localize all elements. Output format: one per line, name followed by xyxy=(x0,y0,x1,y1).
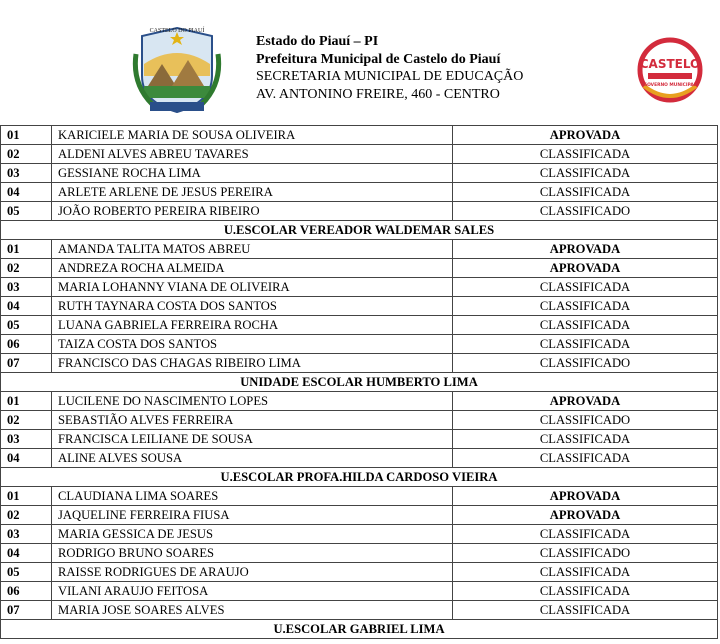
table-row xyxy=(1,145,718,164)
table-row xyxy=(1,354,718,373)
row-number: 05 xyxy=(1,202,52,221)
candidate-status: CLASSIFICADA xyxy=(453,316,718,335)
candidate-name: RUTH TAYNARA COSTA DOS SANTOS xyxy=(52,297,453,316)
section-header-row xyxy=(1,373,718,392)
candidate-status: APROVADA xyxy=(453,506,718,525)
table-row xyxy=(1,506,718,525)
table-row xyxy=(1,563,718,582)
candidate-name: ANDREZA ROCHA ALMEIDA xyxy=(52,259,453,278)
row-number: 02 xyxy=(1,259,52,278)
candidate-status: CLASSIFICADO xyxy=(453,544,718,563)
table-row xyxy=(1,430,718,449)
table-row xyxy=(1,582,718,601)
row-number: 04 xyxy=(1,183,52,202)
svg-text:GOVERNO MUNICIPAL: GOVERNO MUNICIPAL xyxy=(643,83,697,88)
candidate-status: CLASSIFICADA xyxy=(453,563,718,582)
table-row xyxy=(1,183,718,202)
candidate-status: CLASSIFICADA xyxy=(453,183,718,202)
table-row xyxy=(1,202,718,221)
row-number: 03 xyxy=(1,525,52,544)
candidate-status: CLASSIFICADA xyxy=(453,525,718,544)
row-number: 05 xyxy=(1,563,52,582)
table-row xyxy=(1,316,718,335)
section-header-row xyxy=(1,221,718,240)
document-header xyxy=(0,0,720,124)
candidate-name: SEBASTIÃO ALVES FERREIRA xyxy=(52,411,453,430)
school-section-title: U.ESCOLAR PROFA.HILDA CARDOSO VIEIRA xyxy=(1,468,718,487)
row-number: 02 xyxy=(1,506,52,525)
candidate-name: MARIA LOHANNY VIANA DE OLIVEIRA xyxy=(52,278,453,297)
school-section-title: U.ESCOLAR GABRIEL LIMA xyxy=(1,620,718,639)
candidate-status: CLASSIFICADO xyxy=(453,354,718,373)
row-number: 01 xyxy=(1,487,52,506)
candidate-name: KARICIELE MARIA DE SOUSA OLIVEIRA xyxy=(52,126,453,145)
svg-text:CASTELO DO PIAUÍ: CASTELO DO PIAUÍ xyxy=(149,28,205,34)
candidate-status: APROVADA xyxy=(453,126,718,145)
candidate-name: JAQUELINE FERREIRA FIUSA xyxy=(52,506,453,525)
row-number: 03 xyxy=(1,278,52,297)
candidate-status: CLASSIFICADA xyxy=(453,335,718,354)
row-number: 04 xyxy=(1,544,52,563)
table-row xyxy=(1,449,718,468)
row-number: 06 xyxy=(1,582,52,601)
row-number: 04 xyxy=(1,297,52,316)
candidate-status: APROVADA xyxy=(453,240,718,259)
candidate-name: CLAUDIANA LIMA SOARES xyxy=(52,487,453,506)
candidate-name: RAISSE RODRIGUES DE ARAUJO xyxy=(52,563,453,582)
table-row xyxy=(1,297,718,316)
candidate-name: AMANDA TALITA MATOS ABREU xyxy=(52,240,453,259)
table-row xyxy=(1,240,718,259)
candidate-status: CLASSIFICADA xyxy=(453,449,718,468)
candidate-name: JOÃO ROBERTO PEREIRA RIBEIRO xyxy=(52,202,453,221)
row-number: 01 xyxy=(1,392,52,411)
candidate-name: LUCILENE DO NASCIMENTO LOPES xyxy=(52,392,453,411)
candidate-status: CLASSIFICADA xyxy=(453,164,718,183)
row-number: 01 xyxy=(1,126,52,145)
row-number: 07 xyxy=(1,601,52,620)
candidates-table xyxy=(0,125,718,639)
table-row xyxy=(1,544,718,563)
candidate-status: CLASSIFICADA xyxy=(453,582,718,601)
row-number: 01 xyxy=(1,240,52,259)
candidate-status: CLASSIFICADA xyxy=(453,145,718,164)
row-number: 02 xyxy=(1,411,52,430)
section-header-row xyxy=(1,620,718,639)
candidate-name: GESSIANE ROCHA LIMA xyxy=(52,164,453,183)
candidate-status: CLASSIFICADA xyxy=(453,297,718,316)
candidate-name: FRANCISCO DAS CHAGAS RIBEIRO LIMA xyxy=(52,354,453,373)
candidate-name: FRANCISCA LEILIANE DE SOUSA xyxy=(52,430,453,449)
candidate-name: TAIZA COSTA DOS SANTOS xyxy=(52,335,453,354)
table-row xyxy=(1,126,718,145)
candidate-name: VILANI ARAUJO FEITOSA xyxy=(52,582,453,601)
table-row xyxy=(1,392,718,411)
row-number: 03 xyxy=(1,164,52,183)
candidate-name: MARIA GESSICA DE JESUS xyxy=(52,525,453,544)
row-number: 06 xyxy=(1,335,52,354)
table-row xyxy=(1,525,718,544)
table-row xyxy=(1,278,718,297)
candidate-name: RODRIGO BRUNO SOARES xyxy=(52,544,453,563)
candidate-name: MARIA JOSE SOARES ALVES xyxy=(52,601,453,620)
table-row xyxy=(1,259,718,278)
candidate-name: LUANA GABRIELA FERREIRA ROCHA xyxy=(52,316,453,335)
candidate-name: ALINE ALVES SOUSA xyxy=(52,449,453,468)
row-number: 04 xyxy=(1,449,52,468)
candidate-status: APROVADA xyxy=(453,259,718,278)
candidate-name: ARLETE ARLENE DE JESUS PEREIRA xyxy=(52,183,453,202)
svg-text:CASTELO: CASTELO xyxy=(639,57,701,71)
candidate-status: APROVADA xyxy=(453,487,718,506)
candidate-status: APROVADA xyxy=(453,392,718,411)
row-number: 07 xyxy=(1,354,52,373)
row-number: 05 xyxy=(1,316,52,335)
castelo-government-logo-icon xyxy=(626,36,714,106)
candidate-status: CLASSIFICADA xyxy=(453,278,718,297)
row-number: 03 xyxy=(1,430,52,449)
header-prefecture: Prefeitura Municipal de Castelo do Piauí xyxy=(256,51,501,67)
municipal-crest-icon xyxy=(132,24,222,116)
candidate-status: CLASSIFICADA xyxy=(453,430,718,449)
school-section-title: UNIDADE ESCOLAR HUMBERTO LIMA xyxy=(1,373,718,392)
candidate-status: CLASSIFICADA xyxy=(453,601,718,620)
table-row xyxy=(1,411,718,430)
header-secretariat: SECRETARIA MUNICIPAL DE EDUCAÇÃO xyxy=(256,69,524,84)
header-text xyxy=(256,33,523,103)
section-header-row xyxy=(1,468,718,487)
row-number: 02 xyxy=(1,145,52,164)
table-row xyxy=(1,335,718,354)
candidate-status: CLASSIFICADO xyxy=(453,411,718,430)
candidate-name: ALDENI ALVES ABREU TAVARES xyxy=(52,145,453,164)
school-section-title: U.ESCOLAR VEREADOR WALDEMAR SALES xyxy=(1,221,718,240)
table-row xyxy=(1,487,718,506)
header-address: AV. ANTONINO FREIRE, 460 - CENTRO xyxy=(256,86,500,102)
candidate-status: CLASSIFICADO xyxy=(453,202,718,221)
table-row xyxy=(1,601,718,620)
table-row xyxy=(1,164,718,183)
header-state: Estado do Piauí – PI xyxy=(256,34,379,49)
